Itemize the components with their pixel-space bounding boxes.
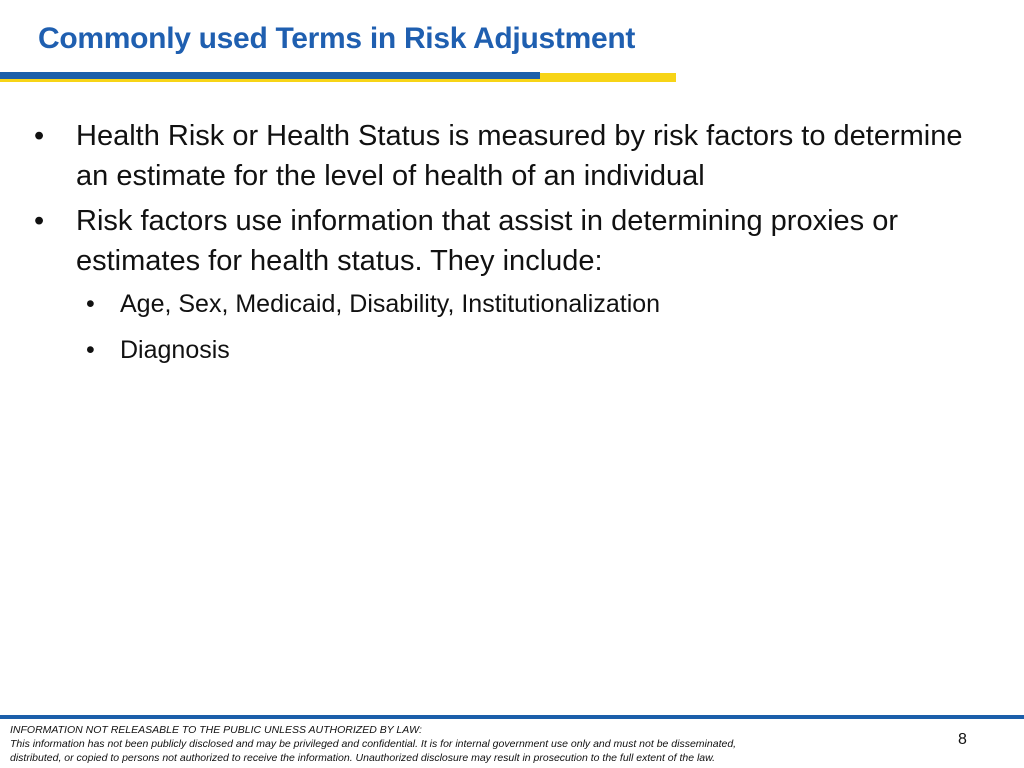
sub-bullet-text: Diagnosis	[120, 336, 230, 364]
slide-title: Commonly used Terms in Risk Adjustment	[38, 22, 636, 55]
sub-bullet-marker: •	[86, 290, 95, 318]
title-rule-blue	[0, 72, 540, 79]
footer-line-1: INFORMATION NOT RELEASABLE TO THE PUBLIC UNLESS AUTHORIZED BY LAW:	[10, 724, 422, 736]
sub-bullet-marker: •	[86, 336, 95, 364]
footer-disclaimer	[10, 723, 890, 765]
bullet-risk-factors	[30, 201, 990, 281]
sub-bullet-diagnosis	[30, 333, 990, 367]
page-number: 8	[958, 731, 967, 748]
title-rule-yellow-underline	[0, 79, 676, 82]
bullet-marker: •	[34, 205, 45, 237]
bullet-health-risk	[30, 116, 990, 196]
bullet-text: Risk factors use information that assist in determining proxies or estimates for health status. They include:	[76, 205, 899, 277]
footer-line-2: This information has not been publicly disclosed and may be privileged and confidential. It is for internal government use only and must not be disseminated,	[10, 738, 737, 750]
sub-bullet-demographics	[30, 287, 990, 321]
bullet-marker: •	[34, 120, 45, 152]
sub-bullet-text: Age, Sex, Medicaid, Disability, Institutionalization	[120, 290, 661, 318]
footer-rule	[0, 715, 1024, 719]
slide-body	[30, 116, 990, 379]
footer-line-3: distributed, or copied to persons not authorized to receive the information. Unauthorized disclosure may result in prosecution to the full extent of the law.	[10, 752, 716, 764]
bullet-text: Health Risk or Health Status is measured by risk factors to determine an estimate for the level of health of an individual	[76, 120, 963, 192]
